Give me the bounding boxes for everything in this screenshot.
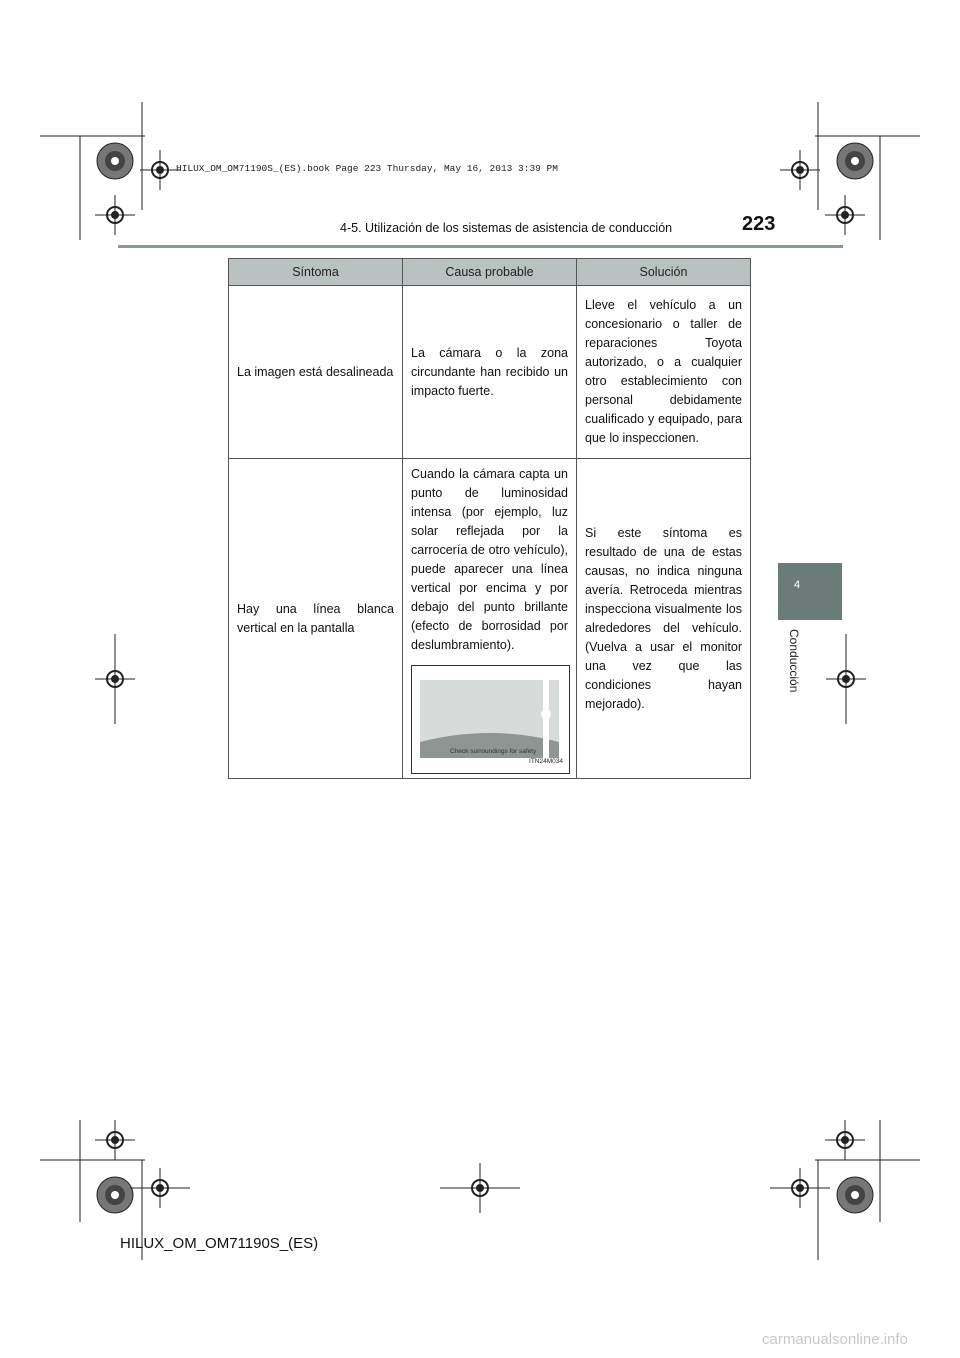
- column-header: Síntoma: [229, 259, 403, 286]
- troubleshooting-table: [228, 258, 751, 779]
- cause-cell: La cámara o la zona circundante han recibido un impacto fuerte.: [403, 286, 577, 459]
- crosshair-icon: [140, 150, 180, 190]
- crosshair-icon: [770, 1168, 830, 1208]
- solution-cell: Lleve el vehículo a un concesionario o taller de reparaciones Toyota autorizado, o a cualquier otro establecimiento con personal debidamente cualificado y equipado, para que lo inspeccionen.: [577, 286, 751, 459]
- figure-code: ITN24M034: [529, 758, 563, 765]
- print-header: HILUX_OM_OM71190S_(ES).book Page 223 Thursday, May 16, 2013 3:39 PM: [176, 163, 558, 174]
- crosshair-icon: [780, 150, 820, 190]
- table-header-row: [229, 259, 751, 286]
- glare-line-graphic: [420, 680, 559, 758]
- cause-text: Cuando la cámara capta un punto de luminosidad intensa (por ejemplo, luz solar reflejada por la carrocería de otro vehículo), puede aparecer una línea vertical por encima y por debajo del punto brillante (efecto de borrosidad por deslumbramiento).: [411, 467, 568, 652]
- crosshair-icon: [825, 1120, 865, 1160]
- crosshair-icon: [130, 1168, 190, 1208]
- header-divider: [118, 245, 843, 248]
- crosshair-icon: [95, 195, 135, 235]
- solution-cell: Si este síntoma es resultado de una de estas causas, no indica ninguna avería. Retroceda mientras inspecciona visualmente los alrededores del vehículo. (Vuelva a usar el monitor una vez que las condiciones hayan mejorado).: [577, 459, 751, 779]
- watermark: carmanualsonline.info: [762, 1331, 908, 1348]
- symptom-cell: Hay una línea blanca vertical en la pantalla: [229, 459, 403, 779]
- section-title: 4-5. Utilización de los sistemas de asistencia de conducción: [340, 221, 673, 235]
- cause-cell: [403, 459, 577, 779]
- crosshair-icon: [825, 195, 865, 235]
- column-header: Solución: [577, 259, 751, 286]
- document-footer: HILUX_OM_OM71190S_(ES): [120, 1235, 319, 1252]
- registration-target-icon: [830, 1170, 880, 1220]
- crosshair-icon: [95, 634, 135, 724]
- symptom-cell: La imagen está desalineada: [229, 286, 403, 459]
- chapter-label: Conducción: [787, 629, 801, 693]
- monitor-screen: [420, 680, 559, 758]
- table-row: [229, 286, 751, 459]
- registration-target-icon: [90, 136, 140, 186]
- chapter-number: 4: [794, 579, 801, 591]
- monitor-illustration: [411, 665, 570, 774]
- crosshair-icon: [826, 634, 866, 724]
- column-header: Causa probable: [403, 259, 577, 286]
- page-number: 223: [742, 213, 776, 235]
- crosshair-icon: [95, 1120, 135, 1160]
- crosshair-icon: [440, 1163, 520, 1213]
- registration-target-icon: [830, 136, 880, 186]
- table-row: [229, 459, 751, 779]
- chapter-tab: [778, 563, 842, 620]
- screen-message: Check surroundings for safety: [450, 748, 537, 755]
